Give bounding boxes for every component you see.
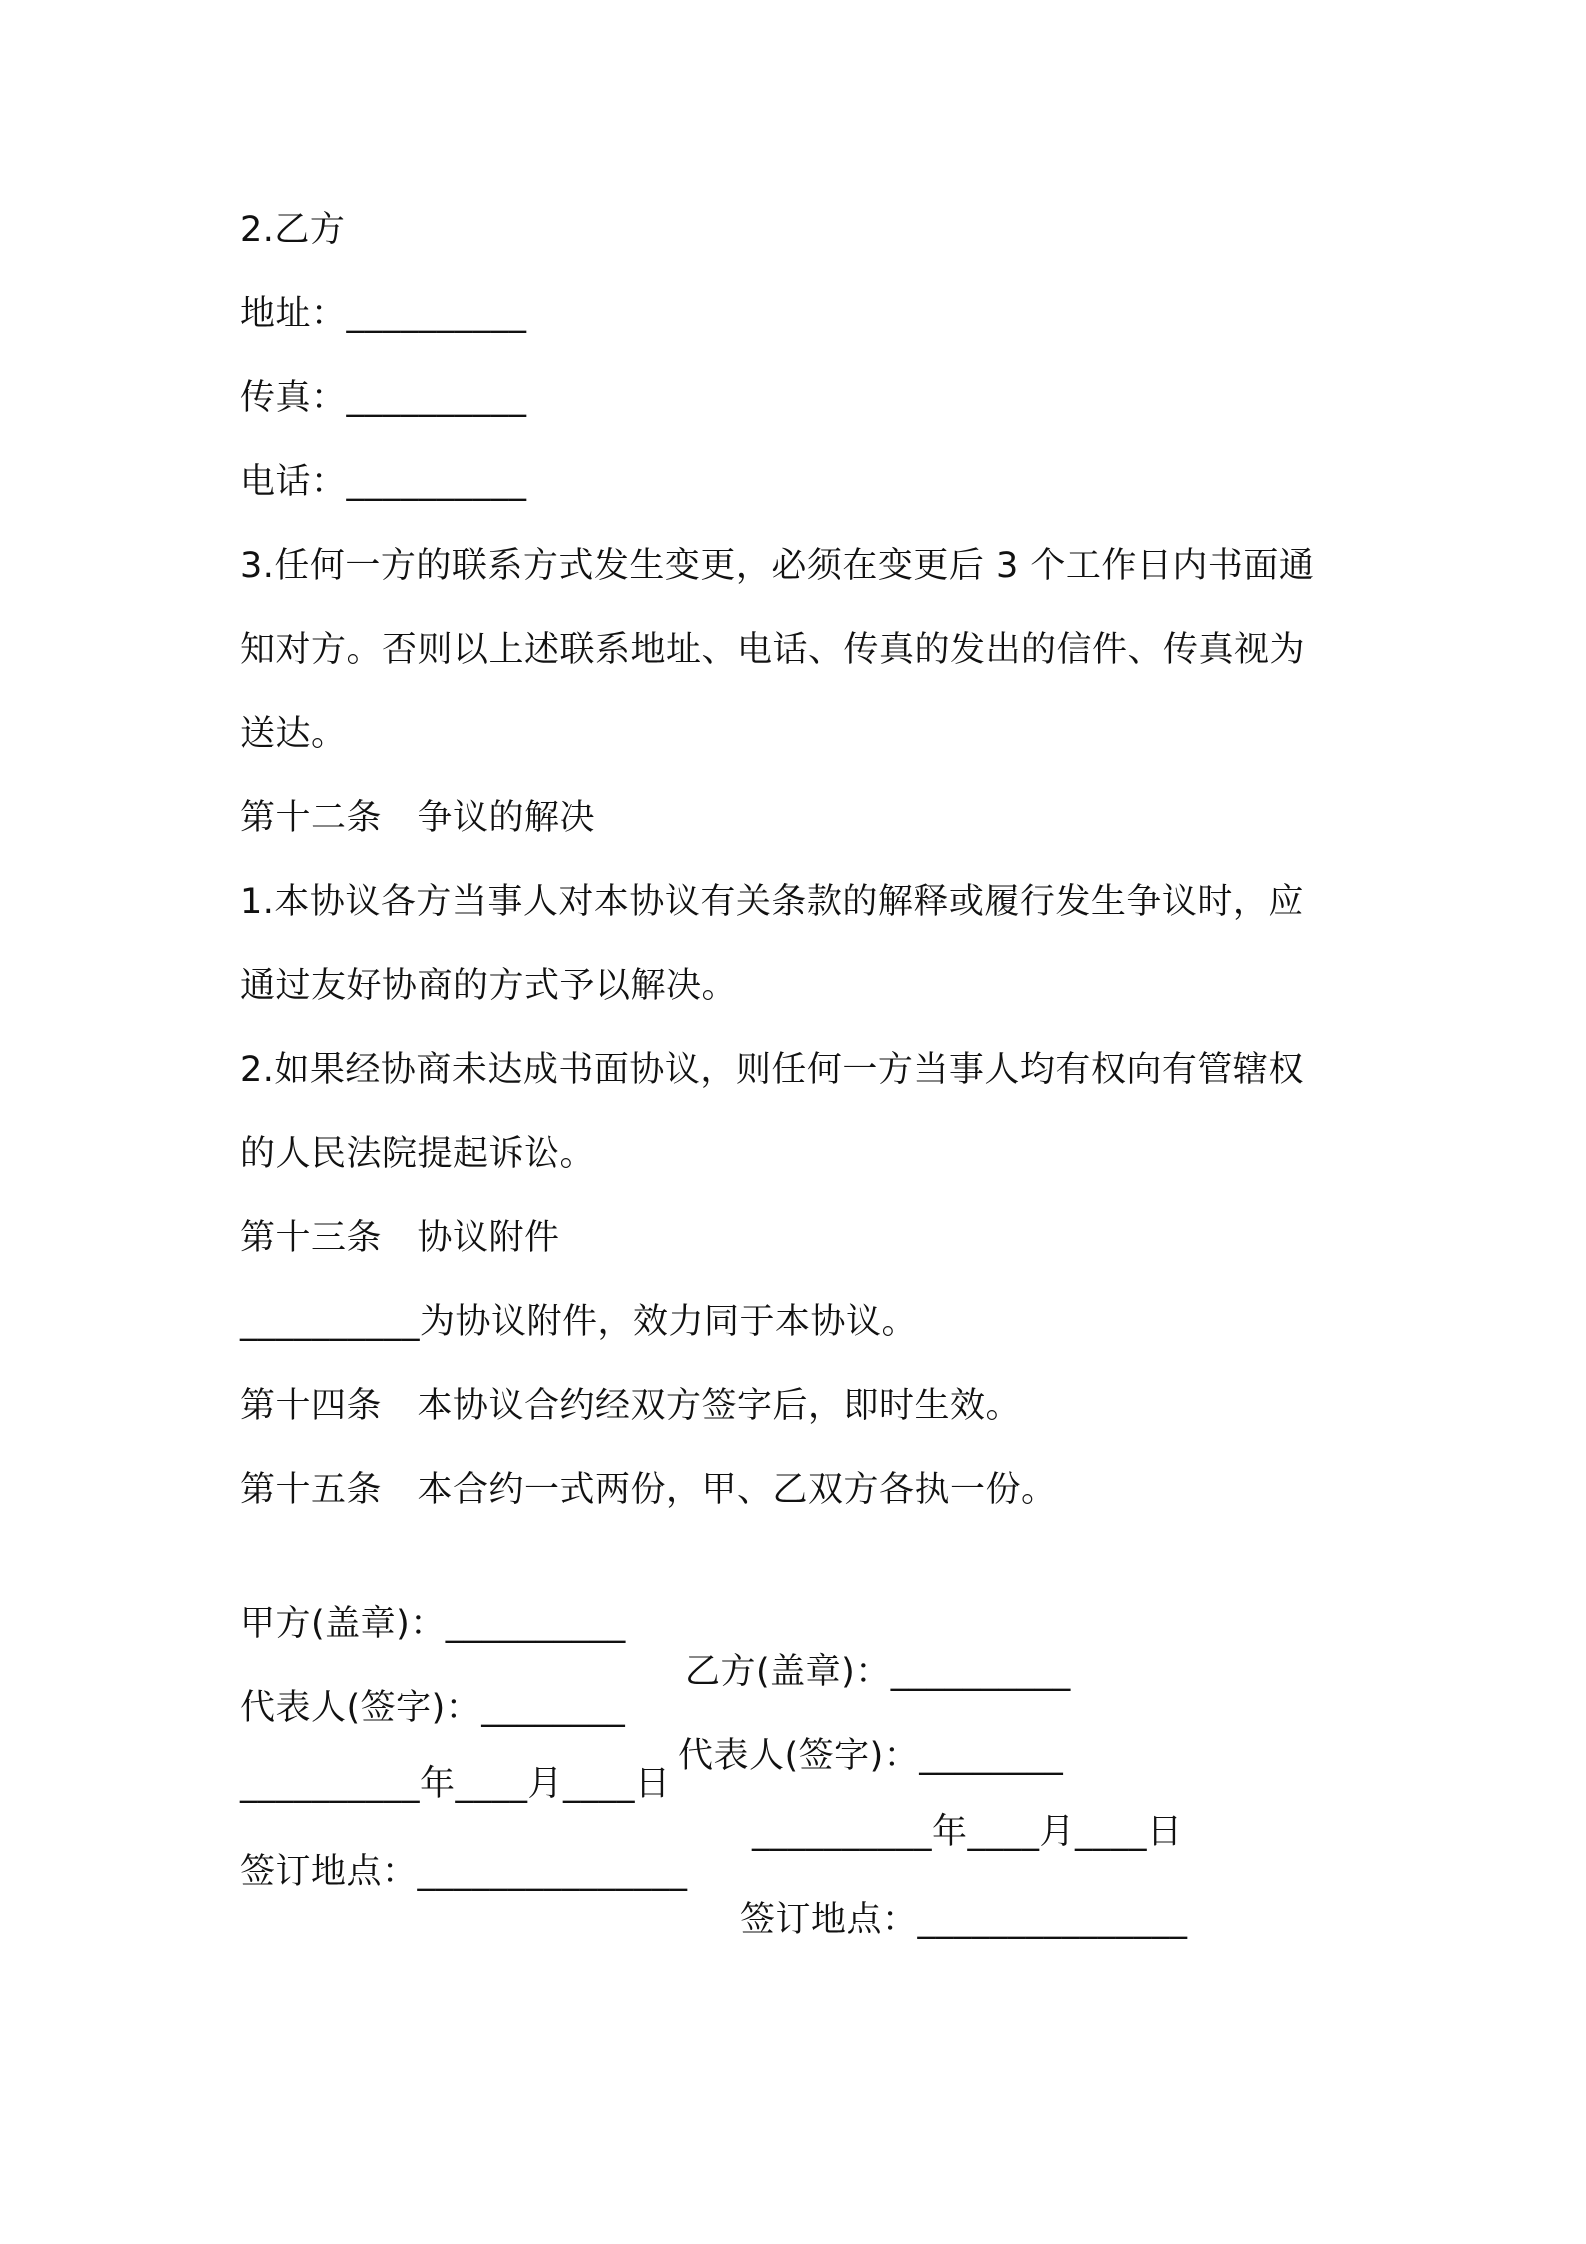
party-b-representative-field: 代表人(签字)：________ <box>678 1736 1064 1776</box>
party-b-date-field: __________年____月____日 <box>752 1812 1183 1852</box>
clause-3-line-2: 知对方。否则以上述联系地址、电话、传真的发出的信件、传真视为 <box>240 630 1306 670</box>
signing-place-row <box>240 1800 1360 1992</box>
party-a-date-field: __________年____月____日 <box>240 1764 671 1804</box>
party-b-fax-field: 传真：__________ <box>240 378 527 418</box>
party-b-heading: 2.乙方 <box>240 210 346 250</box>
party-b-phone-field: 电话：__________ <box>240 462 527 502</box>
article-12-para-1-line-2: 通过友好协商的方式予以解决。 <box>240 966 738 1006</box>
article-13-body: __________为协议附件，效力同于本协议。 <box>240 1302 918 1342</box>
article-15: 第十五条 本合约一式两份，甲、乙双方各执一份。 <box>240 1470 1057 1510</box>
clause-3-line-1: 3.任何一方的联系方式发生变更，必须在变更后 3 个工作日内书面通 <box>240 546 1315 586</box>
party-a-representative-field: 代表人(签字)：________ <box>240 1688 626 1728</box>
party-a-signing-place-field: 签订地点：_______________ <box>240 1852 688 1892</box>
article-12-para-1-line-1: 1.本协议各方当事人对本协议有关条款的解释或履行发生争议时，应 <box>240 882 1304 922</box>
party-b-signing-place-field: 签订地点：_______________ <box>740 1900 1188 1940</box>
party-b-address-field: 地址：__________ <box>240 294 527 334</box>
article-12-para-2-line-1: 2.如果经协商未达成书面协议，则任何一方当事人均有权向有管辖权 <box>240 1050 1304 1090</box>
party-a-seal-field: 甲方(盖章)：__________ <box>240 1604 626 1644</box>
party-b-seal-field: 乙方(盖章)：__________ <box>685 1652 1071 1692</box>
article-14: 第十四条 本协议合约经双方签字后，即时生效。 <box>240 1386 1022 1426</box>
article-12-title: 第十二条 争议的解决 <box>240 798 596 838</box>
article-12-para-2-line-2: 的人民法院提起诉讼。 <box>240 1134 596 1174</box>
article-13-title: 第十三条 协议附件 <box>240 1218 560 1258</box>
clause-3-line-3: 送达。 <box>240 714 347 754</box>
